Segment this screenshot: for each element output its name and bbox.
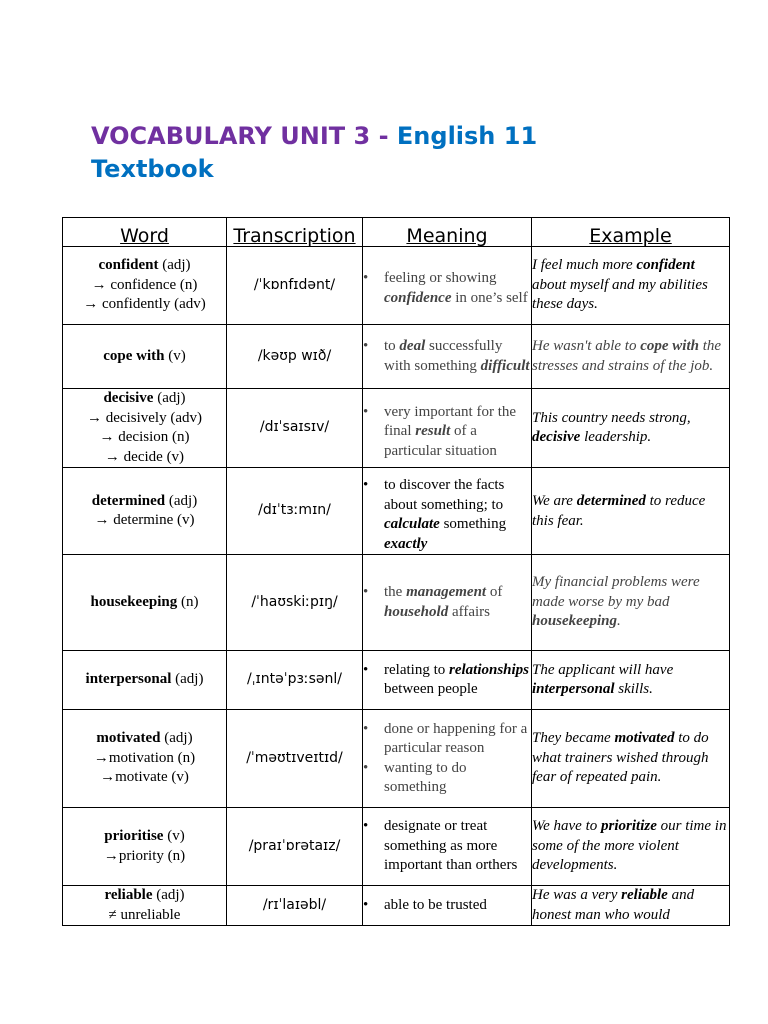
transcription-cell: /ˈhaʊskiːpɪŋ/ — [227, 555, 363, 651]
meaning-item — [363, 759, 531, 798]
text-run: → decision (n) — [99, 429, 190, 445]
meaning-list — [363, 583, 531, 622]
transcription-cell: /praɪˈɒrətaɪz/ — [227, 808, 363, 886]
keyword-text: decisive — [103, 390, 154, 406]
text-run: (adj) — [153, 390, 186, 406]
text-run: our time in some of the more violent developments. — [532, 818, 727, 874]
text-run: He was a very — [532, 887, 622, 903]
word-cell — [63, 247, 227, 325]
text-run: (adj) — [165, 492, 198, 509]
keyword-text: reliable — [621, 887, 668, 903]
transcription-cell: /dɪˈtɜːmɪn/ — [227, 468, 363, 555]
example-cell — [532, 651, 730, 710]
word-derivative — [63, 448, 226, 468]
example-cell — [532, 555, 730, 651]
vocabulary-table — [62, 217, 730, 926]
text-run: He wasn't able to — [532, 338, 641, 354]
text-run: wanting to do something — [384, 759, 467, 795]
text-run: → decisively (adv) — [87, 409, 202, 426]
meaning-cell — [363, 555, 532, 651]
text-run: the — [384, 584, 407, 600]
headword — [63, 886, 226, 906]
keyword-text — [481, 358, 530, 374]
meaning-list — [363, 817, 531, 876]
meaning-cell — [363, 886, 532, 926]
keyword-text: confident — [636, 257, 695, 274]
keyword-text: cope with — [640, 338, 699, 354]
example-cell — [532, 389, 730, 468]
text-run: (n) — [177, 593, 199, 610]
meaning-list — [363, 720, 531, 798]
emphasis-text: exactly — [384, 535, 428, 552]
text-run: →motivate (v) — [100, 769, 189, 786]
word-derivative — [63, 409, 226, 429]
headword — [63, 729, 226, 749]
text-run: skills. — [614, 681, 653, 697]
meaning-cell — [363, 389, 532, 468]
header-transcription: Transcription — [227, 218, 363, 247]
emphasis-text: household — [384, 603, 449, 620]
keyword-text: motivated — [96, 730, 161, 747]
example-cell — [532, 710, 730, 808]
keyword-text: decisive — [532, 429, 581, 445]
word-derivative — [63, 906, 226, 926]
title-separator: - — [370, 122, 397, 150]
keyword-text — [384, 290, 451, 306]
text-run: (adj) — [160, 730, 193, 747]
text-run: about myself and my abilities these days. — [532, 276, 708, 313]
text-run: → confidently (adv) — [83, 296, 206, 313]
text-run: (adj) — [152, 887, 185, 903]
table-row — [63, 325, 730, 389]
meaning-item — [363, 583, 531, 622]
transcription-cell: /rɪˈlaɪəbl/ — [227, 886, 363, 926]
keyword-text: cope with — [103, 347, 165, 364]
text-run: something — [439, 516, 507, 532]
emphasis-text: difficult — [480, 357, 530, 374]
keyword-text: determined — [91, 492, 166, 509]
meaning-item — [363, 476, 531, 554]
keyword-text: interpersonal — [85, 671, 172, 688]
headword — [63, 347, 226, 367]
keyword-text: reliable — [104, 887, 153, 903]
title-textbook: English 11 Textbook — [91, 122, 538, 183]
meaning-cell — [363, 468, 532, 555]
transcription-cell: /kəʊp wɪð/ — [227, 325, 363, 389]
keyword-text: confident — [98, 257, 159, 274]
title-unit: VOCABULARY UNIT 3 — [91, 122, 371, 150]
table-row — [63, 468, 730, 555]
table-row — [63, 886, 730, 926]
transcription-cell: /dɪˈsaɪsɪv/ — [227, 389, 363, 468]
keyword-text: motivated — [614, 730, 675, 747]
word-cell — [63, 808, 227, 886]
word-derivative — [63, 295, 226, 315]
text-run: between people — [384, 681, 478, 697]
text-run: successfully with something — [384, 338, 503, 374]
emphasis-text: confidence — [384, 289, 452, 306]
meaning-cell — [363, 651, 532, 710]
text-run: in one’s self — [451, 289, 528, 306]
text-run: → decide (v) — [104, 448, 185, 465]
example-cell — [532, 808, 730, 886]
text-run: → confidence (n) — [91, 276, 198, 293]
header-word: Word — [63, 218, 227, 247]
text-run: very important for the final — [384, 403, 517, 440]
meaning-cell — [363, 247, 532, 325]
table-row — [63, 808, 730, 886]
keyword-text: housekeeping — [90, 593, 178, 610]
meaning-list — [363, 337, 531, 376]
emphasis-text: deal — [399, 338, 426, 354]
headword — [63, 389, 226, 409]
word-cell — [63, 325, 227, 389]
meaning-item — [363, 896, 531, 916]
example-cell — [532, 468, 730, 555]
meaning-item — [363, 720, 531, 759]
text-run: of a particular situation — [384, 423, 497, 459]
text-run: (v) — [163, 828, 185, 844]
word-derivative — [63, 768, 226, 788]
text-run: to reduce this fear. — [532, 493, 706, 529]
text-run: My financial problems were made worse by my bad — [532, 574, 700, 610]
text-run: done or happening for a particular reason — [384, 720, 528, 756]
text-run: (v) — [164, 347, 186, 364]
table-row — [63, 389, 730, 468]
text-run: We are — [532, 493, 577, 509]
headword — [63, 827, 226, 847]
word-cell — [63, 389, 227, 468]
meaning-cell — [363, 710, 532, 808]
text-run: (adj) — [158, 257, 191, 274]
table-header-row — [63, 218, 730, 247]
text-run: to do what trainers wished through fear of repeated pain. — [532, 730, 709, 786]
emphasis-text: calculate — [384, 516, 440, 532]
keyword-text — [384, 536, 427, 552]
meaning-list — [363, 269, 531, 308]
word-cell — [63, 468, 227, 555]
keyword-text: prioritize — [601, 818, 657, 835]
table-row — [63, 651, 730, 710]
keyword-text — [415, 423, 450, 439]
text-run: ≠ unreliable — [108, 906, 181, 923]
keyword-text — [449, 662, 529, 678]
text-run: to — [384, 338, 400, 354]
word-cell — [63, 710, 227, 808]
meaning-list — [363, 476, 531, 554]
keyword-text: determined — [576, 493, 646, 509]
transcription-cell: /ˈməʊtɪveɪtɪd/ — [227, 710, 363, 808]
text-run: → determine (v) — [94, 512, 195, 528]
table-body — [63, 247, 730, 926]
emphasis-text: result — [415, 423, 451, 440]
text-run: affairs — [448, 603, 490, 620]
word-derivative — [63, 749, 226, 769]
text-run: (adj) — [171, 671, 204, 688]
meaning-item — [363, 269, 531, 308]
text-run: The applicant will have — [532, 661, 674, 678]
meaning-list — [363, 403, 531, 462]
table-row — [63, 710, 730, 808]
keyword-text — [399, 338, 425, 354]
text-run: This country needs strong, — [532, 409, 691, 426]
keyword-text — [406, 584, 486, 600]
header-meaning: Meaning — [363, 218, 532, 247]
keyword-text — [384, 604, 448, 620]
meaning-item — [363, 661, 531, 700]
example-cell — [532, 886, 730, 926]
meaning-list — [363, 661, 531, 700]
text-run: relating to — [384, 661, 449, 678]
headword — [63, 593, 226, 613]
text-run: →motivation (n) — [93, 749, 196, 766]
header-example: Example — [532, 218, 730, 247]
meaning-cell — [363, 808, 532, 886]
meaning-item — [363, 403, 531, 462]
meaning-list — [363, 896, 531, 916]
text-run: and honest man who would — [532, 887, 695, 923]
word-derivative — [63, 511, 226, 531]
text-run: We have to — [532, 818, 602, 835]
text-run: . — [617, 613, 621, 630]
keyword-text: housekeeping — [532, 613, 618, 630]
keyword-text: prioritise — [104, 828, 164, 844]
emphasis-text: management — [406, 584, 487, 600]
table-row — [63, 555, 730, 651]
text-run: designate or treat something as more important than orthers — [384, 818, 518, 874]
word-cell — [63, 555, 227, 651]
emphasis-text: relationships — [448, 661, 530, 678]
text-run: the stresses and strains of the job. — [532, 338, 722, 374]
headword — [63, 492, 226, 512]
meaning-item — [363, 817, 531, 876]
text-run: They became — [532, 730, 615, 747]
word-derivative — [63, 428, 226, 448]
headword — [63, 256, 226, 276]
page-title — [91, 120, 651, 186]
table-row — [63, 247, 730, 325]
word-cell — [63, 886, 227, 926]
transcription-cell: /ˌɪntəˈpɜːsənl/ — [227, 651, 363, 710]
text-run: leadership. — [580, 429, 652, 445]
text-run: to discover the facts about something; to — [384, 477, 505, 513]
text-run: feeling or showing — [384, 270, 497, 286]
word-derivative — [63, 276, 226, 296]
transcription-cell: /ˈkɒnfɪdənt/ — [227, 247, 363, 325]
text-run: of — [486, 584, 503, 600]
text-run: able to be trusted — [384, 896, 487, 913]
headword — [63, 670, 226, 690]
example-cell — [532, 325, 730, 389]
keyword-text: interpersonal — [532, 681, 615, 697]
text-run: →priority (n) — [103, 847, 186, 864]
meaning-item — [363, 337, 531, 376]
keyword-text — [384, 516, 440, 532]
example-cell — [532, 247, 730, 325]
word-derivative — [63, 847, 226, 867]
text-run: I feel much more — [532, 257, 637, 274]
meaning-cell — [363, 325, 532, 389]
word-cell — [63, 651, 227, 710]
